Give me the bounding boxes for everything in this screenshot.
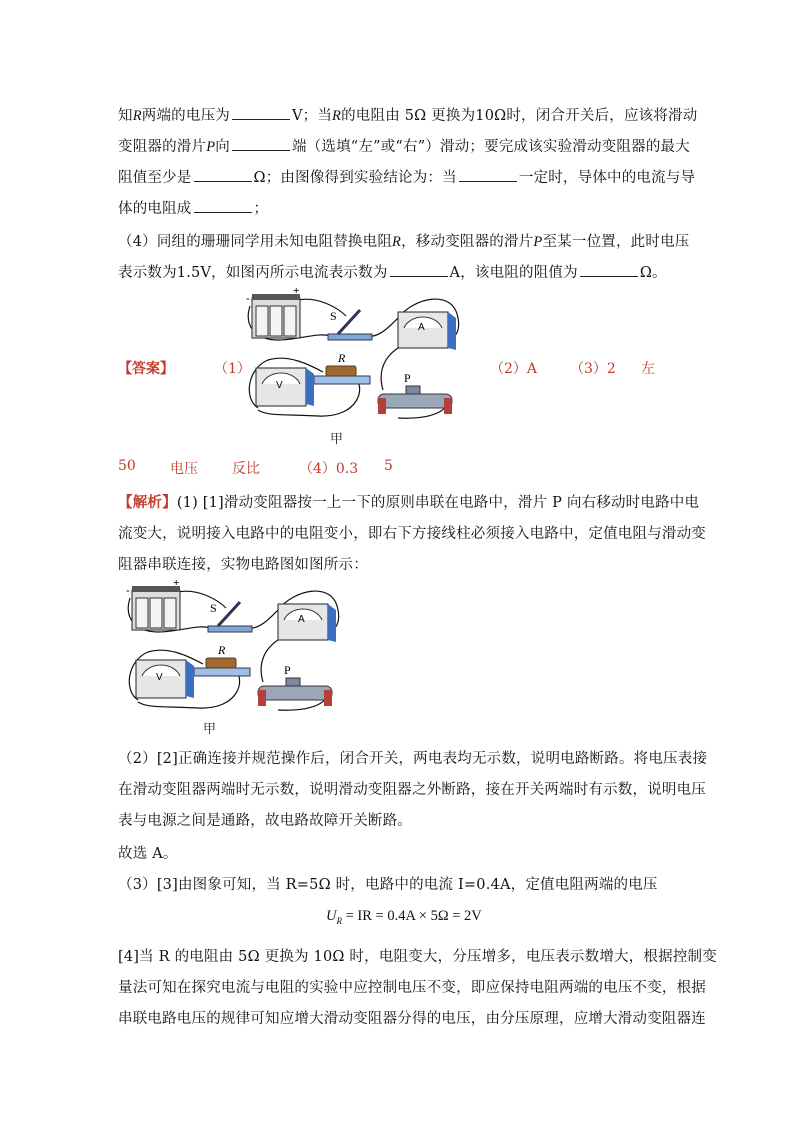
answer-item-3b: 左 xyxy=(641,361,655,377)
answer-5: 5 xyxy=(384,458,393,474)
ammeter-label: A xyxy=(298,614,305,625)
answer-blank[interactable] xyxy=(232,136,290,151)
answer-blank[interactable] xyxy=(194,198,252,213)
answer-item-1: （1） xyxy=(214,361,251,377)
plus-label: + xyxy=(173,580,180,589)
answer-blank[interactable] xyxy=(390,262,448,277)
answer-50: 50 xyxy=(118,458,136,474)
question-line-2: 变阻器的滑片P向 端（选填“左”或“右”）滑动；要完成该实验滑动变阻器的最大 xyxy=(118,135,690,156)
analysis-line-6: 表与电源之间是通路，故电路故障开关断路。 xyxy=(118,813,412,829)
question-line-1: 知R两端的电压为 V；当R的电阻由 5Ω 更换为10Ω时，闭合开关后，应该将滑动 xyxy=(118,104,697,125)
resistor-label: R xyxy=(338,351,346,365)
answer-inverse: 反比 xyxy=(232,461,260,477)
analysis-line-11: 串联电路电压的规律可知应增大滑动变阻器分得的电压，由分压原理，应增大滑动变阻器连 xyxy=(118,1011,706,1027)
switch-label: S xyxy=(330,309,337,323)
slider-label: P xyxy=(404,371,411,385)
question-4-line-2: 表示数为1.5V，如图丙所示电流表示数为 A，该电阻的阻值为 Ω。 xyxy=(118,261,667,282)
question-line-4: 体的电阻成 ； xyxy=(118,197,268,218)
minus-label: - xyxy=(246,293,250,305)
circuit-diagram-analysis xyxy=(118,580,348,715)
answer-item-2: （2）A xyxy=(490,361,538,377)
slider-label: P xyxy=(284,663,291,677)
question-line-3: 阻值至少是 Ω；由图像得到实验结论为：当 一定时，导体中的电流与导 xyxy=(118,166,695,187)
analysis-line-7: 故选 A。 xyxy=(118,846,178,862)
answer-item-3: （3）2 xyxy=(570,361,616,377)
analysis-line-8: （3）[3]由图象可知，当 R=5Ω 时，电路中的电流 I=0.4A，定值电阻两端的电压 xyxy=(118,877,658,893)
switch-label: S xyxy=(210,601,217,615)
answer-blank[interactable] xyxy=(232,105,290,120)
answer-blank[interactable] xyxy=(580,262,638,277)
answer-4: （4）0.3 xyxy=(299,461,359,477)
analysis-line-1: 【解析】(1) [1]滑动变阻器按一上一下的原则串联在电路中，滑片 P 向右移动时电路中电 xyxy=(118,494,700,511)
voltmeter-label: V xyxy=(156,672,163,683)
figure-caption: 甲 xyxy=(203,722,217,737)
analysis-line-9: [4]当 R 的电阻由 5Ω 更换为 10Ω 时，电阻变大，分压增多，电压表示数增大，根据控制变 xyxy=(118,949,717,965)
ammeter-label: A xyxy=(418,322,425,333)
formula: $U_R$ = IR = 0.4A × 5Ω = 2V xyxy=(326,908,482,926)
plus-label: + xyxy=(293,288,300,297)
answer-blank[interactable] xyxy=(459,167,517,182)
analysis-line-10: 量法可知在探究电流与电阻的实验中应控制电压不变，即应保持电阻两端的电压不变，根据 xyxy=(118,980,706,996)
resistor-label: R xyxy=(218,643,226,657)
question-4-line-1: （4）同组的珊珊同学用未知电阻替换电阻R，移动变阻器的滑片P至某一位置，此时电压 xyxy=(118,234,690,250)
circuit-diagram-answer xyxy=(238,288,468,423)
answer-voltage: 电压 xyxy=(170,461,198,477)
answer-blank[interactable] xyxy=(194,167,252,182)
minus-label: - xyxy=(126,585,130,597)
analysis-line-4: （2）[2]正确连接并规范操作后，闭合开关，两电表均无示数，说明电路断路。将电压表接 xyxy=(118,751,708,767)
analysis-line-3: 阻器串联连接，实物电路图如图所示： xyxy=(118,557,368,573)
analysis-line-5: 在滑动变阻器两端时无示数，说明滑动变阻器之外断路，接在开关两端时有示数，说明电压 xyxy=(118,782,706,798)
answer-label: 【答案】 xyxy=(118,361,174,377)
voltmeter-label: V xyxy=(276,380,283,391)
figure-caption: 甲 xyxy=(330,432,344,447)
analysis-line-2: 流变大，说明接入电路中的电阻变小，即右下方接线柱必须接入电路中，定值电阻与滑动变 xyxy=(118,526,706,542)
